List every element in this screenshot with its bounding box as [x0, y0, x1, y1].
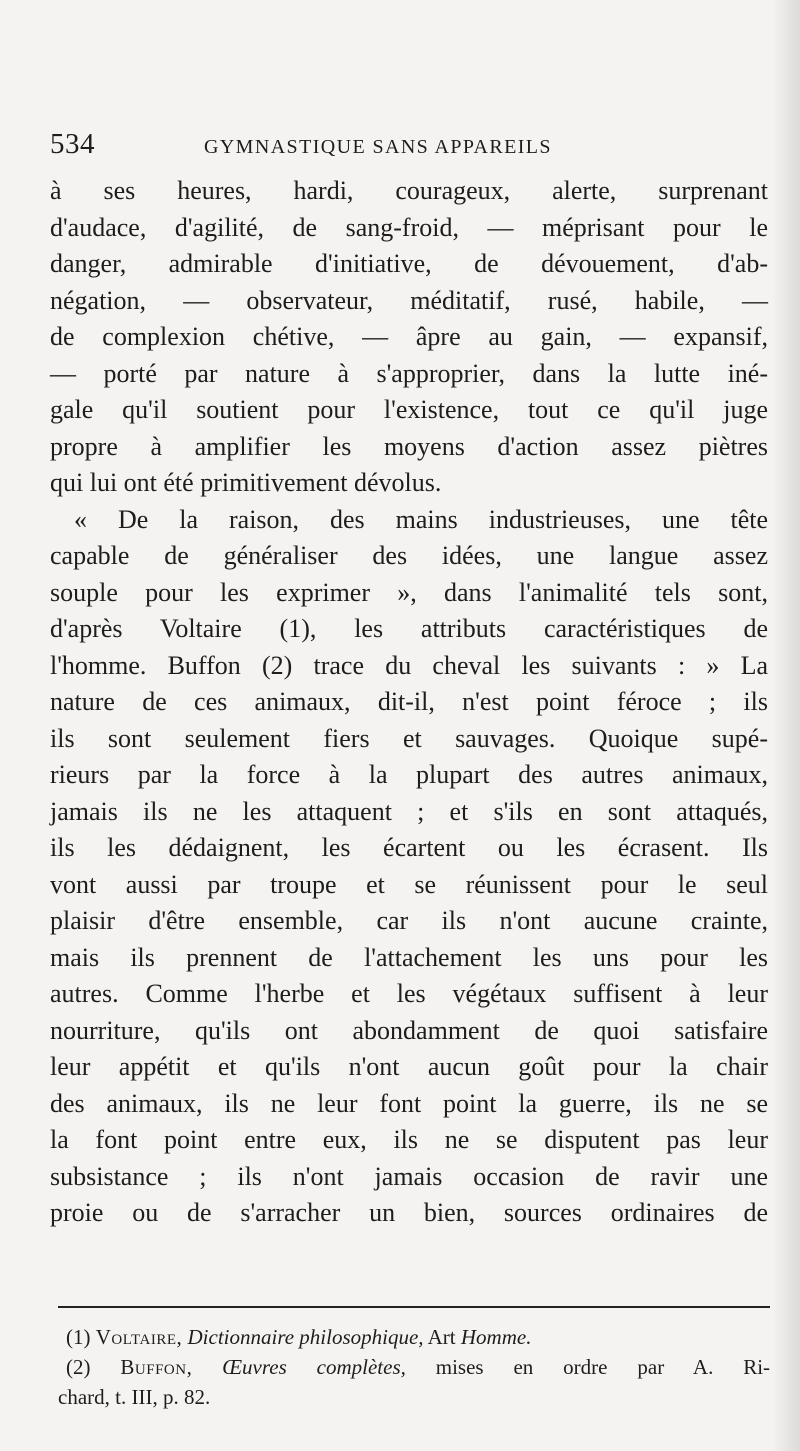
text-line: nourriture, qu'ils ont abondamment de quoi satisfaire	[50, 1015, 768, 1045]
text-line: autres. Comme l'herbe et les végétaux suffisent à leur	[50, 979, 768, 1008]
text-line: leur appétit et qu'ils n'ont aucun goût pour la chair	[50, 1052, 768, 1081]
footnote-title: Dictionnaire philosophique,	[187, 1325, 424, 1349]
text-line: propre à amplifier les moyens d'action assez piètres	[50, 431, 768, 461]
text-line: ils les dédaignent, les écartent ou les écrasent. Ils	[50, 833, 768, 862]
text-line: — porté par nature à s'approprier, dans la lutte iné-	[50, 358, 768, 388]
page-number: 534	[50, 128, 95, 160]
text-line: vont aussi par troupe et se réunissent pour le seul	[50, 869, 768, 899]
text-line: qui lui ont été primitivement dévolus.	[50, 468, 442, 497]
text-line: de complexion chétive, — âpre au gain, — expansif,	[50, 322, 768, 351]
footnote-text: Art	[427, 1325, 456, 1349]
text-line: ils sont seulement fiers et sauvages. Quoique supé-	[50, 723, 768, 753]
text-line: capable de généraliser des idées, une langue assez	[50, 541, 768, 570]
text-line: gale qu'il soutient pour l'existence, tout ce qu'il juge	[50, 395, 768, 424]
text-line: d'audace, d'agilité, de sang-froid, — méprisant pour le	[50, 212, 768, 242]
text-line: jamais ils ne les attaquent ; et s'ils en sont attaqués,	[50, 796, 768, 826]
text-line: subsistance ; ils n'ont jamais occasion de ravir une	[50, 1161, 768, 1191]
footnote-2-continuation: chard, t. III, p. 82.	[58, 1385, 211, 1409]
text-line: nature de ces animaux, dit-il, n'est point féroce ; ils	[50, 687, 768, 716]
page-header	[50, 128, 750, 164]
footnote-article: Homme.	[460, 1325, 532, 1349]
running-title: GYMNASTIQUE SANS APPAREILS	[204, 136, 552, 158]
footnote-rule	[58, 1306, 770, 1308]
body-text	[50, 173, 768, 1232]
text-line: négation, — observateur, méditatif, rusé, habile, —	[50, 285, 768, 315]
text-line: d'après Voltaire (1), les attributs caractéristiques de	[50, 614, 768, 643]
footnote-author: Buffon,	[120, 1355, 193, 1379]
text-line: proie ou de s'arracher un bien, sources ordinaires de	[50, 1198, 768, 1227]
footnote-author: Voltaire,	[95, 1325, 183, 1349]
footnote-marker: (1)	[66, 1325, 91, 1349]
text-line: l'homme. Buffon (2) trace du cheval les suivants : » La	[50, 650, 768, 680]
text-line: plaisir d'être ensemble, car ils n'ont aucune crainte,	[50, 906, 768, 935]
text-line: rieurs par la force à la plupart des autres animaux,	[50, 760, 768, 789]
text-line: à ses heures, hardi, courageux, alerte, surprenant	[50, 176, 768, 205]
page-edge-shadow	[772, 0, 800, 1451]
text-line: « De la raison, des mains industrieuses, une tête	[74, 504, 768, 534]
footnote-2	[58, 1352, 770, 1382]
footnotes	[58, 1322, 770, 1412]
footnote-marker: (2)	[66, 1355, 91, 1379]
text-line: danger, admirable d'initiative, de dévouement, d'ab-	[50, 249, 768, 278]
footnote-1	[58, 1322, 770, 1352]
text-line: la font point entre eux, ils ne se disputent pas leur	[50, 1125, 768, 1154]
text-line: des animaux, ils ne leur font point la guerre, ils ne se	[50, 1088, 768, 1118]
footnote-text: mises en ordre par A. Ri-	[435, 1355, 771, 1379]
text-line: souple pour les exprimer », dans l'animalité tels sont,	[50, 577, 768, 607]
footnote-title: Œuvres complètes,	[222, 1355, 406, 1379]
text-line: mais ils prennent de l'attachement les uns pour les	[50, 942, 768, 972]
